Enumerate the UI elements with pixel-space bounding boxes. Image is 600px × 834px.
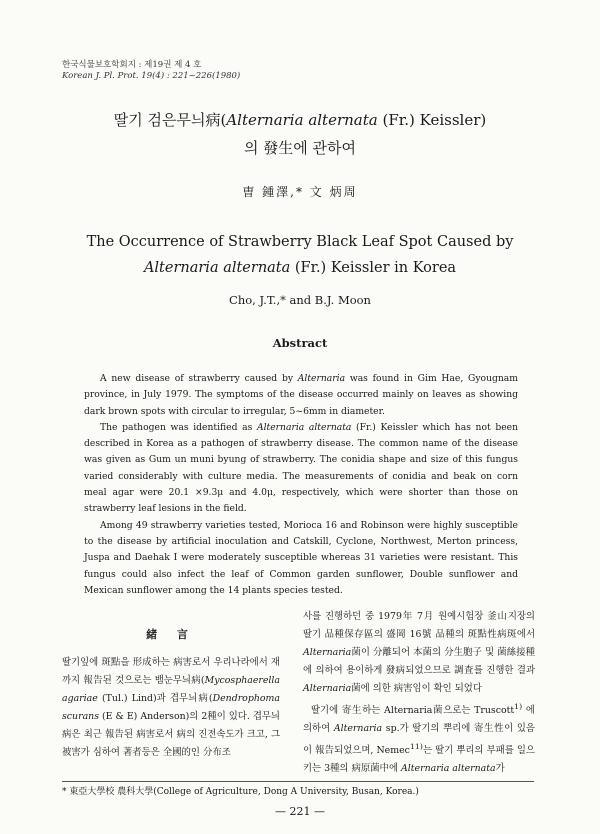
title-english-line1: The Occurrence of Strawberry Black Leaf Spot Caused by	[86, 234, 514, 250]
authors-english: Cho, J.T.,* and B.J. Moon	[229, 293, 371, 307]
abstract-heading: Abstract	[272, 336, 328, 350]
footnote: * 東亞大學校 農科大學(College of Agriculture, Dong A University, Busan, Korea.)	[62, 787, 419, 797]
intro-left-column	[62, 612, 280, 762]
page-number: — 221 —	[275, 805, 325, 818]
footnote-divider	[62, 781, 534, 782]
intro-heading: 緒 言	[146, 628, 196, 641]
title-english	[0, 229, 600, 281]
intro-paragraph-left: 딸기잎에 斑點을 形成하는 病害로서 우리나라에서 재까지 報告된 것으로는 뱀눈무늬病(Mycosphaerella agariae (Tul.) Lind)과 겹무늬病(Dendrophoma scurans (E & E) Anderson)의 2種이 있다. 겹무늬病은 최근 報告된 病害로서 病의 진전속도가 크고, 그 被害가 심하여 著者등은 全國的인 分布조	[62, 657, 280, 758]
abstract-paragraph: A new disease of strawberry caused by Alternaria was found in Gim Hae, Gyougnam province, in July 1979. The symptoms of the disease occurred mainly on leaves as showing dark brown spots with circular to irregular, 5~6mm in diameter.	[84, 373, 518, 417]
abstract-paragraph: Among 49 strawberry varieties tested, Morioca 16 and Robinson were highly susceptible to the disease by artificial inoculation and Catskill, Cyclone, Northwest, Merton princess, Juspa and Daehak I were moderately susceptible whereas 31 varieties were resistant. This fungus could also infect the leaf of Common garden sunflower, Double sunflower and Mexican sunflower among the 14 plants species tested.	[84, 519, 518, 596]
journal-citation	[62, 60, 240, 82]
abstract-paragraph: The pathogen was identified as Alternaria alternata (Fr.) Keissler which has not been described in Korea as a pathogen of strawberry disease. The common name of the disease was given as Gum un muni byung of strawberry. The conidia shape and size of this fungus varied considerably with culture media. The measurements of conidia and beak on corn meal agar were 20.1 ×9.3μ and 4.0μ, respectively, which were shorter than those on strawberry leaf lesions in the field.	[84, 421, 519, 515]
intro-right-column	[303, 608, 535, 778]
abstract-body	[84, 371, 518, 599]
title-english-line2: Alternaria alternata (Fr.) Keissler in Korea	[143, 260, 457, 276]
title-korean	[0, 106, 600, 162]
title-korean-line1: 딸기 검은무늬病(Alternaria alternata (Fr.) Keissler)	[113, 111, 487, 129]
authors-korean: 曺 鍾澤,* 文 炳周	[242, 185, 358, 199]
intro-paragraph-right-1: 사를 진행하던 중 1979年 7月 원예시험장 釜山지장의 딸기 品種保存區의 盛岡 16號 品種의 斑點性病斑에서 Alternaria菌이 分離되어 本菌의 分生胞子 및 菌絲接種에 의하여 용이하게 發病되었으므로 調査를 진행한 결과 Alternaria菌에 의한 病害임이 확인 되었다	[303, 611, 535, 694]
intro-paragraph-right-2: 딸기에 寄生하는 Alternaria菌으로는 Truscott$^{1)}$ 에 의하여 Alternaria sp.가 딸기의 뿌리에 寄生性이 있음이 報告되었으며, Nemec$^{11)}$는 딸기 뿌리의 부패를 일으키는 3種의 病原菌中에 Alternaria alternata가	[303, 702, 535, 775]
journal-line-english: Korean J. Pl. Prot. 19(4) : 221~226(1980)	[62, 71, 241, 81]
journal-line-korean: 한국식물보호학회지 : 제19권 제 4 호	[62, 60, 202, 70]
title-korean-line2: 의 發生에 관하여	[244, 139, 356, 157]
